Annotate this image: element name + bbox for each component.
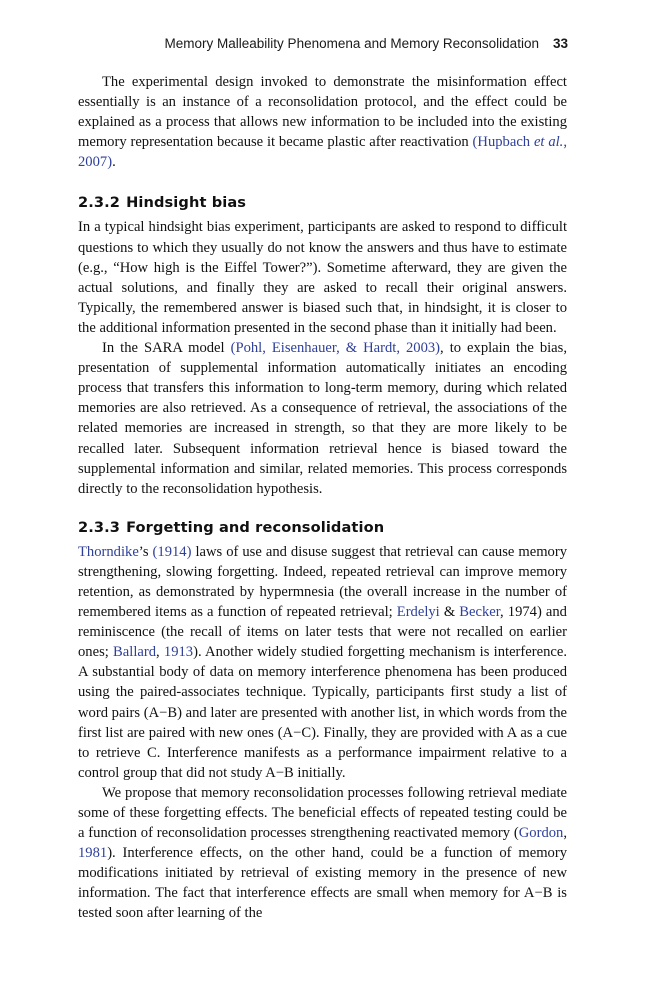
citation-link[interactable]: Erdelyi [396,604,440,621]
body-text [78,72,567,924]
hindsight-paragraph-2: In the SARA model (Pohl, Eisenhauer, & Hardt, 2003), to explain the bias, presentation of supplemental information automatically initiates an encoding process that transfers this information to long-term memory, during which related memories are also retrieved. As a consequence of retrieval, the associations of the related memories are increased in strength, so that they are more likely to be recalled later. Subsequent information retrieval hence is biased toward the supplemental information and similar, related memories. This process corresponds directly to the reconsolidation hypothesis. [78,340,567,497]
forgetting-paragraph-2: We propose that memory reconsolidation processes following retrieval mediate some of these forgetting effects. The beneficial effects of repeated testing could be a function of reconsolidation processes strengthening reactivated memory (Gordon, 1981). Interference effects, on the other hand, could be a function of memory modifications initiated by retrieval of existing memory in the presence of new information. The fact that interference effects are small when memory for A−B is tested soon after learning of the [78,784,567,922]
citation-link[interactable]: Gordon [518,825,564,842]
citation-link[interactable]: (1914) [152,543,192,560]
running-title: Memory Malleability Phenomena and Memory Reconsolidation [164,36,539,51]
page-number: 33 [552,36,568,51]
forgetting-paragraph-1: Thorndike’s (1914) laws of use and disuse suggest that retrieval can cause memory strengthening, slowing forgetting. Indeed, repeated retrieval can improve memory retention, as demonstrated by hypermnesia (the overall increase in the number of remembered items as a function of repeated retrieval; Erdelyi & Becker, 1974) and reminiscence (the recall of items on later tests that were not recalled on earlier ones; Ballard, 1913). Another widely studied forgetting mechanism is interference. A substantial body of data on memory interference phenomena has been produced using the paired-associates technique. Typically, participants first study a list of word pairs (A−B) and later are presented with another list, in which words from the first list are paired with new ones (A−C). Finally, they are provided with A as a cue to retrieve C. Interference manifests as a performance impairment relative to a control group that did not study A−B initially. [78,543,567,781]
citation-link[interactable]: (Hupbach et al., 2007) [78,134,567,171]
running-header [165,36,568,51]
section-title: Forgetting and reconsolidation [126,518,385,536]
citation-link[interactable]: Becker [459,604,501,621]
citation-link[interactable]: 1981 [78,845,108,862]
citation-link[interactable]: (Pohl, Eisenhauer, & Hardt, 2003) [230,340,441,357]
hindsight-paragraph-1: In a typical hindsight bias experiment, participants are asked to respond to difficult questions to which they usually do not know the answers and thus have to estimate (e.g., “How high is the Eiffel Tower?”). Sometime afterward, they are given the actual solutions, and finally they are asked to recall their original answers. Typically, the remembered answer is biased such that, in hindsight, it is closer to the additional information presented in the second phase than it initially had been. [78,219,567,336]
citation-link[interactable]: Thorndike [78,543,139,560]
citation-link[interactable]: Ballard [113,644,157,661]
section-heading-hindsight-bias [78,194,567,211]
section-number: 2.3.2 [78,194,121,212]
intro-paragraph: The experimental design invoked to demonstrate the misinformation effect essentially is an instance of a reconsolidation protocol, and the effect could be explained as a process that allows new information to be included into the existing memory representation because it became plastic after reactivation (Hupbach et al., 2007). [78,74,567,171]
section-number: 2.3.3 [78,518,121,536]
section-title: Hindsight bias [126,194,247,212]
section-heading-forgetting [78,519,567,536]
citation-link[interactable]: 1913 [163,644,194,661]
